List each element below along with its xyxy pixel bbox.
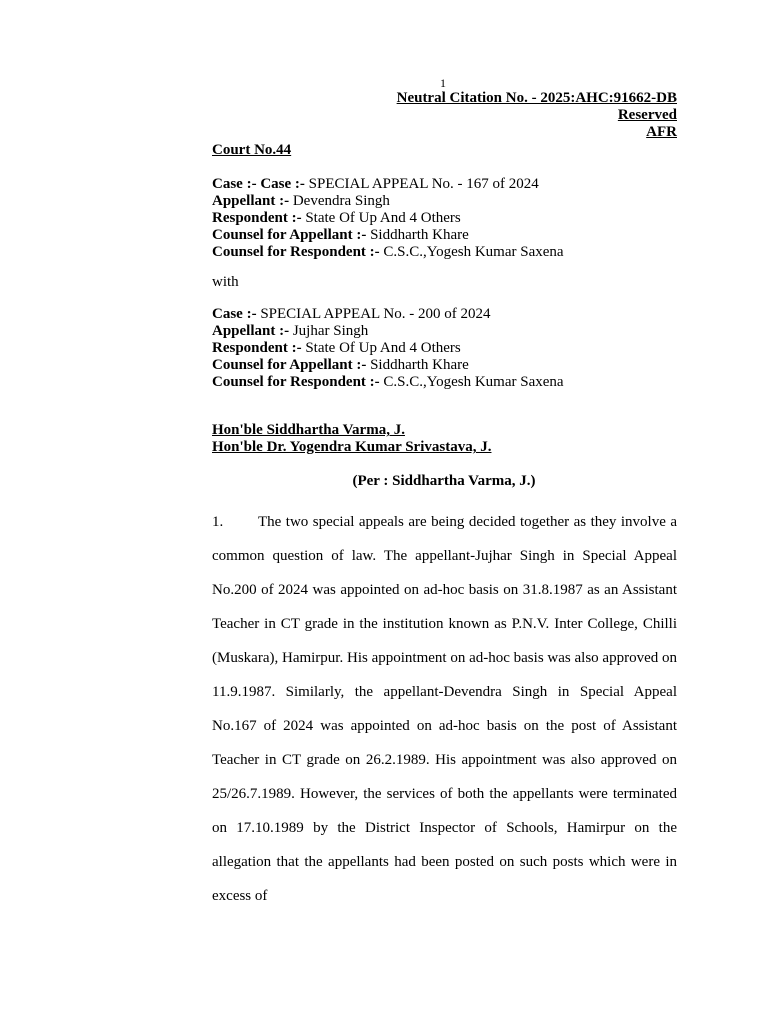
reserved-label: Reserved <box>617 107 677 123</box>
counsel-respondent-line: Counsel for Respondent :- C.S.C.,Yogesh Kumar Saxena <box>212 374 564 390</box>
neutral-citation: Neutral Citation No. - 2025:AHC:91662-DB <box>396 90 677 106</box>
header-right <box>397 90 677 141</box>
with-text: with <box>212 274 239 290</box>
judgment-paragraph <box>212 505 677 913</box>
counsel-appellant-line: Counsel for Appellant :- Siddharth Khare <box>212 227 469 243</box>
per-line: (Per : Siddhartha Varma, J.) <box>352 473 536 489</box>
afr-label: AFR <box>646 124 677 140</box>
case-block-1 <box>212 176 564 261</box>
court-number: Court No.44 <box>212 142 292 158</box>
judge-1: Hon'ble Siddhartha Varma, J. <box>212 422 405 438</box>
paragraph-number: 1. <box>212 514 224 530</box>
case-line: Case :- SPECIAL APPEAL No. - 200 of 2024 <box>212 306 491 322</box>
judges <box>212 422 491 456</box>
appellant-line: Appellant :- Jujhar Singh <box>212 323 369 339</box>
case-line: Case :- Case :- SPECIAL APPEAL No. - 167 of 2024 <box>212 176 539 192</box>
paragraph-text: The two special appeals are being decided together as they involve a common question of law. The appellant-Jujhar Singh in Special Appeal No.200 of 2024 was appointed on ad-hoc basis on 31.8.1987 as an Assistant Teacher in CT grade in the institution known as P.N.V. Inter College, Chilli (Muskara), Hamirpur. His appointment on ad-hoc basis was also approved on 11.9.1987. Similarly, the appellant-Devendra Singh in Special Appeal No.167 of 2024 was appointed on ad-hoc basis on the post of Assistant Teacher in CT grade on 26.2.1989. His appointment was also approved on 25/26.7.1989. However, the services of both the appellants were terminated on 17.10.1989 by the District Inspector of Schools, Hamirpur on the allegation that the appellants had been posted on such posts which were in excess of <box>212 514 677 904</box>
judge-2: Hon'ble Dr. Yogendra Kumar Srivastava, J. <box>212 439 492 455</box>
respondent-line: Respondent :- State Of Up And 4 Others <box>212 210 461 226</box>
case-block-2 <box>212 306 564 391</box>
respondent-line: Respondent :- State Of Up And 4 Others <box>212 340 461 356</box>
page-number: 1 <box>440 76 446 90</box>
counsel-appellant-line: Counsel for Appellant :- Siddharth Khare <box>212 357 469 373</box>
counsel-respondent-line: Counsel for Respondent :- C.S.C.,Yogesh Kumar Saxena <box>212 244 564 260</box>
appellant-line: Appellant :- Devendra Singh <box>212 193 390 209</box>
